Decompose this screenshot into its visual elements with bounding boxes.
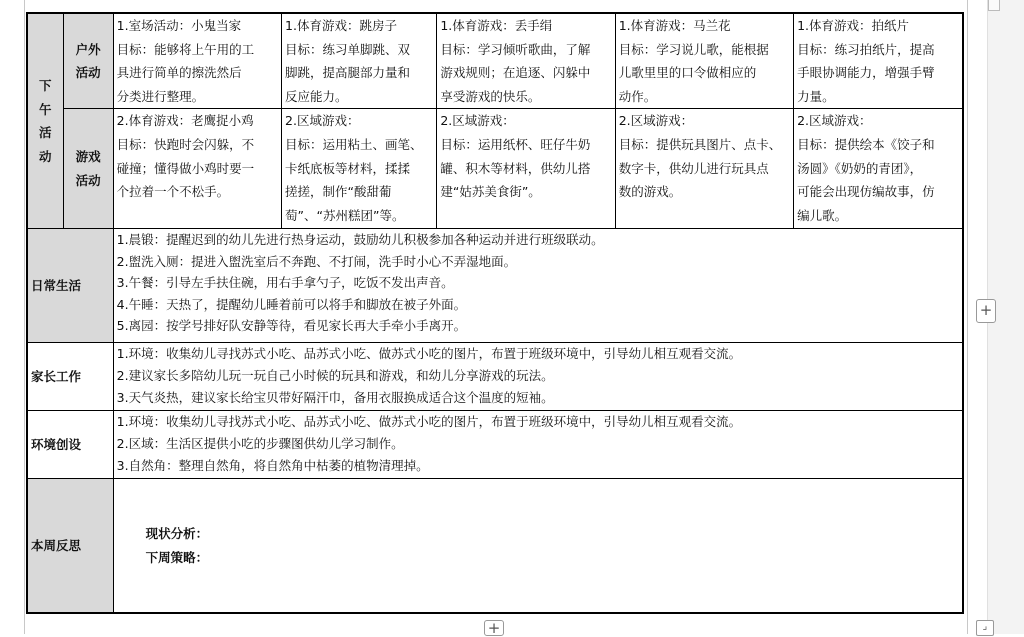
game-cell-mon: 2.体育游戏：老鹰捉小鸡 目标：快跑时会闪躲，不 碰撞；懂得做小鸡时要一 个拉着一个不松手。 <box>113 109 281 229</box>
afternoon-outdoor-row <box>27 13 963 109</box>
page-left-edge <box>24 0 25 634</box>
daily-life-content: 1.晨锻：提醒迟到的幼儿先进行热身运动，鼓励幼儿积极参加各种运动并进行班级联动。 2.盥洗入厕：提进入盥洗室后不奔跑、不打闹，洗手时小心不弄湿地面。 3.午餐：引导左手扶住碗，用右手拿勺子，吃饭不发出声音。 4.午睡：天热了，提醒幼儿睡着前可以将手和脚放在被子外面。 5.离园：按学号排好队安静等待，看见家长再大手牵小手离开。 <box>113 229 963 343</box>
next-week-strategy-label: 下周策略： <box>145 549 209 565</box>
add-column-button[interactable]: + <box>976 299 996 323</box>
outdoor-activity-label: 户外活动 <box>63 13 113 109</box>
game-cell-fri: 2.区域游戏： 目标：提供绘本《饺子和 汤圆》《奶奶的青团》， 可能会出现仿编故事，仿 编儿歌。 <box>794 109 963 229</box>
page-right-edge <box>967 0 968 634</box>
outdoor-cell-tue: 1.体育游戏：跳房子 目标：练习单脚跳、双 脚跳，提高腿部力量和 反应能力。 <box>282 13 437 109</box>
outdoor-cell-fri: 1.体育游戏：拍纸片 目标：练习拍纸片，提高 手眼协调能力，增强手臂 力量。 <box>794 13 963 109</box>
scrollbar-top-handle[interactable] <box>988 0 1000 11</box>
daily-life-row <box>27 229 963 343</box>
parents-work-content: 1.环境：收集幼儿寻找苏式小吃、品苏式小吃、做苏式小吃的图片，布置于班级环境中，引导幼儿相互观看交流。 2.建议家长多陪幼儿玩一玩自己小时候的玩具和游戏，和幼儿分享游戏的玩法。 3.天气炎热，建议家长给宝贝带好隔汗巾，备用衣服换成适合这个温度的短袖。 <box>113 343 963 411</box>
environment-row <box>27 411 963 479</box>
parents-work-row <box>27 343 963 411</box>
afternoon-game-row <box>27 109 963 229</box>
add-row-button[interactable]: + <box>484 620 504 636</box>
reflection-content <box>113 479 963 613</box>
game-activity-label: 游戏活动 <box>63 109 113 229</box>
outdoor-cell-wed: 1.体育游戏：丢手绢 目标：学习倾听歌曲，了解 游戏规则；在追逐、闪躲中 享受游戏的快乐。 <box>437 13 615 109</box>
game-cell-thu: 2.区域游戏： 目标：提供玩具图片、点卡、 数字卡，供幼儿进行玩具点 数的游戏。 <box>615 109 793 229</box>
parents-work-label: 家长工作 <box>27 343 113 411</box>
outdoor-cell-mon: 1.室场活动：小鬼当家 目标：能够将上午用的工 具进行简单的擦洗然后 分类进行整理。 <box>113 13 281 109</box>
reflection-label: 本周反思 <box>27 479 113 613</box>
reflection-row <box>27 479 963 613</box>
game-cell-wed: 2.区域游戏： 目标：运用纸杯、旺仔牛奶 罐、积木等材料，供幼儿搭 建“姑苏美食街”。 <box>437 109 615 229</box>
outdoor-cell-thu: 1.体育游戏：马兰花 目标：学习说儿歌，能根据 儿歌里里的口令做相应的 动作。 <box>615 13 793 109</box>
daily-life-label: 日常生活 <box>27 229 113 343</box>
environment-content: 1.环境：收集幼儿寻找苏式小吃、品苏式小吃、做苏式小吃的图片，布置于班级环境中，引导幼儿相互观看交流。 2.区域：生活区提供小吃的步骤图供幼儿学习制作。 3.自然角：整理自然角，将自然角中枯萎的植物清理掉。 <box>113 411 963 479</box>
afternoon-activity-label: 下午活动 <box>27 13 63 229</box>
status-analysis-label: 现状分析： <box>145 526 209 542</box>
environment-label: 环境创设 <box>27 411 113 479</box>
table-resize-handle[interactable]: ⌟ <box>976 620 994 636</box>
weekly-plan-table <box>26 12 964 614</box>
game-cell-tue: 2.区域游戏： 目标：运用粘土、画笔、 卡纸底板等材料，揉揉 搓搓，制作“酸甜葡 萄”、“苏州糕团”等。 <box>282 109 437 229</box>
